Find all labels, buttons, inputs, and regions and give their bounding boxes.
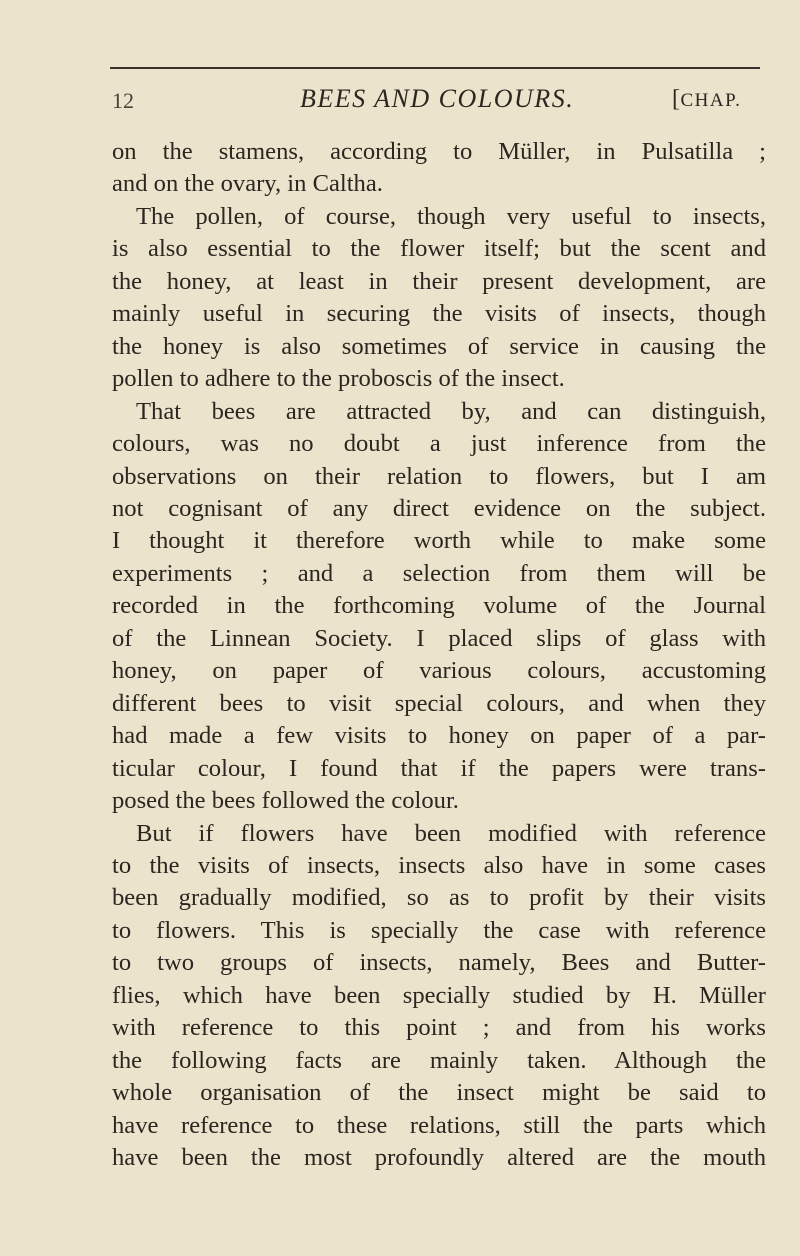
text-line: recorded in the forthcoming volume of the Journal <box>112 592 766 620</box>
text-line: with reference to this point ; and from his works <box>112 1014 766 1042</box>
text-line: I thought it therefore worth while to make some <box>112 527 766 555</box>
page-number: 12 <box>112 88 134 113</box>
text-line: posed the bees followed the colour. <box>112 787 459 815</box>
text-line: the following facts are mainly taken. Although the <box>112 1046 766 1074</box>
text-line: pollen to adhere to the proboscis of the insect. <box>112 365 565 393</box>
text-line: whole organisation of the insect might be said to <box>112 1079 766 1107</box>
text-line: to the visits of insects, insects also have in some cases <box>112 851 766 879</box>
text-line: and on the ovary, in Caltha. <box>112 170 383 198</box>
text-line: honey, on paper of various colours, accustoming <box>112 657 766 685</box>
text-line: experiments ; and a selection from them will be <box>112 559 766 587</box>
text-line: of the Linnean Society. I placed slips of glass with <box>112 624 766 652</box>
chapter-mark <box>672 86 741 113</box>
text-line: colours, was no doubt a just inference from the <box>112 430 766 458</box>
text-line: mainly useful in securing the visits of insects, though <box>112 300 766 328</box>
text-line: have reference to these relations, still the parts which <box>112 1111 766 1139</box>
text-line: ticular colour, I found that if the papers were trans- <box>112 754 766 782</box>
text-line: is also essential to the flower itself; but the scent and <box>112 235 766 263</box>
header-rule <box>110 67 760 69</box>
text-line: the honey is also sometimes of service in causing the <box>112 332 766 360</box>
text-line: the honey, at least in their present development, are <box>112 267 766 295</box>
text-line: But if flowers have been modified with reference <box>136 819 766 847</box>
text-line: observations on their relation to flowers, but I am <box>112 462 766 490</box>
text-line: The pollen, of course, though very useful to insects, <box>136 202 766 230</box>
text-line: not cognisant of any direct evidence on the subject. <box>112 494 766 522</box>
text-line: That bees are attracted by, and can distinguish, <box>136 397 766 425</box>
body-text <box>112 136 766 1175</box>
running-title <box>300 84 575 114</box>
text-line: to flowers. This is specially the case with reference <box>112 916 766 944</box>
text-line: have been the most profoundly altered are the mouth <box>112 1144 766 1172</box>
running-title-text: BEES AND COLOURS. <box>300 84 575 113</box>
text-line: had made a few visits to honey on paper of a par- <box>112 722 766 750</box>
text-line: flies, which have been specially studied by H. Müller <box>112 981 766 1009</box>
text-line: to two groups of insects, namely, Bees and Butter- <box>112 949 766 977</box>
text-line: been gradually modified, so as to profit by their visits <box>112 884 766 912</box>
chapter-abbrev: CHAP. <box>680 90 742 111</box>
chapter-bracket: [ <box>672 86 681 112</box>
running-header <box>0 84 800 124</box>
text-line: different bees to visit special colours, and when they <box>112 689 766 717</box>
text-line: on the stamens, according to Müller, in Pulsatilla ; <box>112 138 766 165</box>
